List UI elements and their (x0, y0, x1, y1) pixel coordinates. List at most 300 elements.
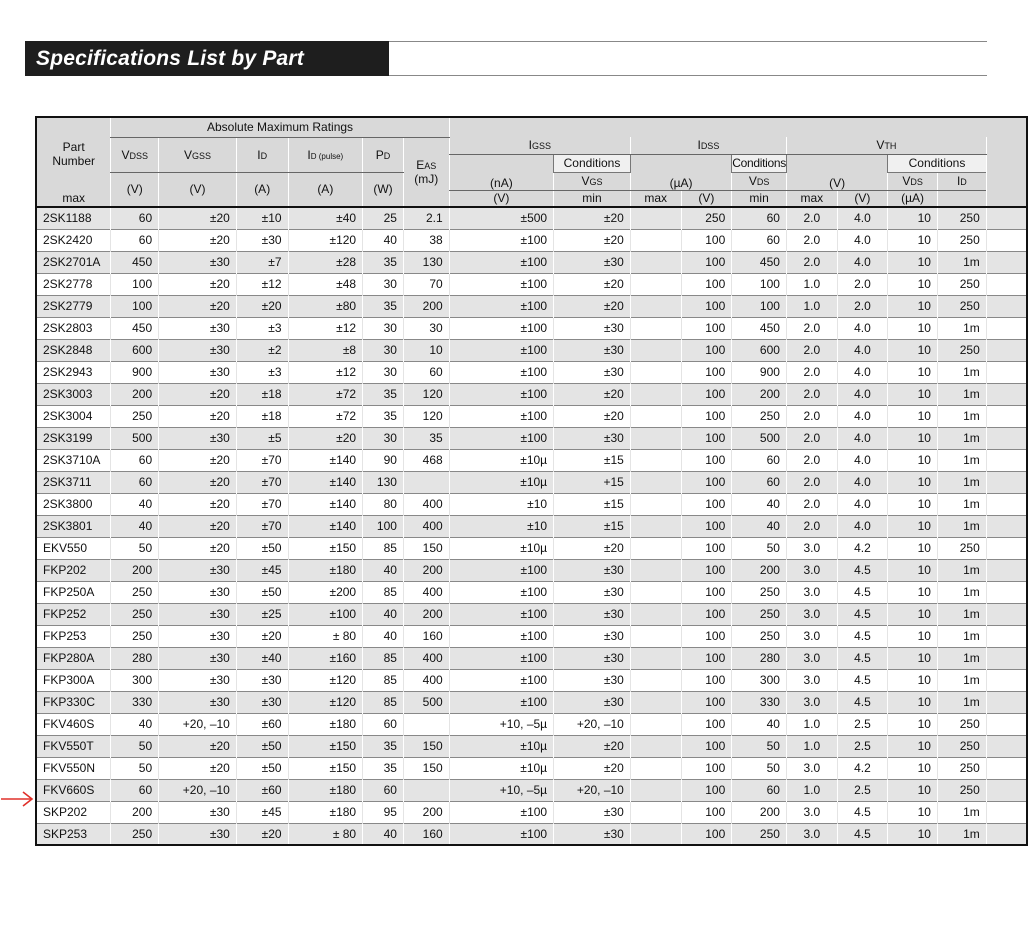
table-cell-tail (986, 229, 1027, 251)
table-cell: 1m (937, 361, 986, 383)
table-row (36, 361, 1027, 383)
table-cell: 200 (111, 801, 159, 823)
unit-id-pulse: (A) (288, 172, 363, 207)
table-cell: 600 (111, 339, 159, 361)
table-cell: 3.0 (786, 647, 837, 669)
table-cell: 330 (732, 691, 787, 713)
header-tail-unit (937, 190, 986, 207)
table-cell: 1m (937, 427, 986, 449)
table-cell: 100 (681, 493, 732, 515)
table-cell-tail (986, 779, 1027, 801)
table-cell: ±15 (554, 515, 631, 537)
part-number-cell: FKV550N (36, 757, 111, 779)
table-cell: ±20 (554, 273, 631, 295)
table-row (36, 647, 1027, 669)
table-cell: 2.0 (837, 295, 888, 317)
table-cell (630, 229, 681, 251)
table-cell: 80 (363, 493, 404, 515)
table-cell: ±70 (236, 515, 288, 537)
table-cell (630, 691, 681, 713)
table-cell: ±150 (288, 537, 363, 559)
table-cell: 1m (937, 317, 986, 339)
table-cell: ±20 (554, 735, 631, 757)
table-cell: 1.0 (786, 735, 837, 757)
table-cell: 100 (681, 713, 732, 735)
table-cell: ±30 (159, 581, 237, 603)
header-igss-blank (449, 154, 553, 172)
table-cell: 4.0 (837, 361, 888, 383)
table-cell: 4.0 (837, 471, 888, 493)
table-cell: 900 (111, 361, 159, 383)
header-id-2: ID (937, 172, 986, 190)
table-cell: 100 (111, 273, 159, 295)
table-cell: 30 (363, 339, 404, 361)
table-cell: 60 (111, 779, 159, 801)
table-cell: +10, –5µ (449, 713, 553, 735)
table-cell: ±100 (449, 405, 553, 427)
header-idss-min: min (554, 190, 631, 207)
unit-vgss: (V) (159, 172, 237, 207)
table-cell: 100 (681, 559, 732, 581)
table-cell: ±60 (236, 713, 288, 735)
unit-igss: (nA) (449, 172, 553, 190)
table-cell: ±100 (449, 559, 553, 581)
table-cell: ±30 (554, 823, 631, 845)
part-number-cell: FKP330C (36, 691, 111, 713)
table-cell: 60 (732, 449, 787, 471)
table-cell: ±50 (236, 537, 288, 559)
table-cell: ±12 (288, 361, 363, 383)
table-cell: 100 (681, 823, 732, 845)
table-cell: 60 (111, 449, 159, 471)
table-cell: 50 (732, 735, 787, 757)
table-cell: 3.0 (786, 801, 837, 823)
table-row (36, 273, 1027, 295)
table-cell: 30 (363, 427, 404, 449)
table-cell: ±20 (159, 207, 237, 229)
table-cell: 120 (403, 405, 449, 427)
table-cell: 160 (403, 823, 449, 845)
table-cell: 100 (681, 625, 732, 647)
table-cell (403, 713, 449, 735)
header-electrical (449, 117, 1027, 137)
header-idss-blank (630, 154, 731, 172)
table-cell: 100 (363, 515, 404, 537)
table-cell: 10 (888, 493, 938, 515)
table-cell: ±180 (288, 559, 363, 581)
table-cell: 100 (681, 691, 732, 713)
table-cell: 250 (937, 339, 986, 361)
table-cell: ±18 (236, 405, 288, 427)
table-cell: +20, –10 (159, 779, 237, 801)
table-cell: ±30 (159, 647, 237, 669)
table-cell-tail (986, 361, 1027, 383)
table-cell: ±200 (288, 581, 363, 603)
table-row (36, 405, 1027, 427)
part-number-cell: FKV460S (36, 713, 111, 735)
table-cell: 130 (363, 471, 404, 493)
table-cell (630, 493, 681, 515)
table-cell: 25 (363, 207, 404, 229)
table-cell: 100 (681, 295, 732, 317)
table-cell: ±30 (554, 559, 631, 581)
table-cell: ±18 (236, 383, 288, 405)
table-row (36, 449, 1027, 471)
table-cell: ±30 (554, 669, 631, 691)
table-cell: 500 (732, 427, 787, 449)
table-cell: 300 (732, 669, 787, 691)
table-cell-tail (986, 537, 1027, 559)
part-number-cell: 2SK3710A (36, 449, 111, 471)
table-cell: ±10 (236, 207, 288, 229)
table-cell: 3.0 (786, 691, 837, 713)
table-cell (630, 581, 681, 603)
table-cell: ±80 (288, 295, 363, 317)
table-cell: ±60 (236, 779, 288, 801)
table-cell: ±30 (159, 801, 237, 823)
table-cell: ±20 (159, 273, 237, 295)
table-cell: 1m (937, 515, 986, 537)
table-cell: ±50 (236, 581, 288, 603)
table-cell (630, 779, 681, 801)
table-cell: 60 (363, 779, 404, 801)
part-number-cell: 2SK3003 (36, 383, 111, 405)
table-cell: 60 (111, 229, 159, 251)
part-number-cell: 2SK2778 (36, 273, 111, 295)
table-cell: 100 (681, 647, 732, 669)
table-cell: 85 (363, 669, 404, 691)
table-cell: ±30 (159, 603, 237, 625)
part-number-cell: 2SK3801 (36, 515, 111, 537)
table-cell: 100 (681, 229, 732, 251)
table-cell: ±500 (449, 207, 553, 229)
table-cell: 1m (937, 801, 986, 823)
unit-vgs: (V) (449, 190, 553, 207)
table-cell: 4.0 (837, 493, 888, 515)
table-cell: ±72 (288, 405, 363, 427)
table-row (36, 691, 1027, 713)
table-cell: 200 (732, 801, 787, 823)
table-cell (630, 823, 681, 845)
table-cell: ±20 (159, 537, 237, 559)
table-cell: ±15 (554, 449, 631, 471)
table-cell: ±3 (236, 361, 288, 383)
header-igss-max: max (36, 190, 111, 207)
table-cell: ±30 (159, 361, 237, 383)
table-cell: 250 (111, 823, 159, 845)
table-cell: ±120 (288, 691, 363, 713)
table-cell: 35 (363, 383, 404, 405)
header-vgs: VGS (554, 172, 631, 190)
table-cell-tail (986, 207, 1027, 229)
table-cell: ±120 (288, 669, 363, 691)
table-cell: 60 (732, 471, 787, 493)
table-cell: ±20 (236, 823, 288, 845)
table-cell: 100 (681, 757, 732, 779)
table-cell: 10 (888, 823, 938, 845)
table-cell: ±180 (288, 801, 363, 823)
table-cell: 2.0 (786, 449, 837, 471)
table-cell: ±70 (236, 471, 288, 493)
table-cell: 1m (937, 603, 986, 625)
table-cell: 200 (732, 383, 787, 405)
table-cell (630, 735, 681, 757)
table-cell: 300 (111, 669, 159, 691)
table-cell: 2.0 (786, 207, 837, 229)
table-row (36, 779, 1027, 801)
table-cell: 100 (681, 251, 732, 273)
table-cell: ±20 (159, 471, 237, 493)
header-idss-max: max (630, 190, 681, 207)
table-cell: ±100 (449, 361, 553, 383)
table-cell: ±25 (236, 603, 288, 625)
table-cell: ±20 (159, 515, 237, 537)
table-cell-tail (986, 669, 1027, 691)
table-cell: 4.5 (837, 801, 888, 823)
part-number-cell: FKP202 (36, 559, 111, 581)
table-cell: 95 (363, 801, 404, 823)
table-cell: 100 (681, 537, 732, 559)
table-cell: 40 (732, 515, 787, 537)
table-row (36, 295, 1027, 317)
table-cell-tail (986, 757, 1027, 779)
table-cell-tail (986, 801, 1027, 823)
table-cell: 40 (363, 823, 404, 845)
header-blank-tail (986, 137, 1027, 207)
table-cell-tail (986, 251, 1027, 273)
table-cell: 4.0 (837, 405, 888, 427)
table-cell: ±30 (159, 823, 237, 845)
table-cell: 90 (363, 449, 404, 471)
table-cell: ±140 (288, 449, 363, 471)
table-cell: 100 (681, 581, 732, 603)
table-cell: ±30 (159, 317, 237, 339)
table-cell-tail (986, 581, 1027, 603)
table-cell: 200 (732, 559, 787, 581)
table-cell: 10 (888, 317, 938, 339)
table-cell: ±5 (236, 427, 288, 449)
table-cell: 100 (681, 317, 732, 339)
table-cell: ±72 (288, 383, 363, 405)
table-cell: ±30 (554, 339, 631, 361)
table-cell (630, 471, 681, 493)
header-part-number (36, 117, 111, 190)
table-cell: 900 (732, 361, 787, 383)
table-cell (630, 625, 681, 647)
table-cell: 35 (363, 295, 404, 317)
table-cell: 250 (111, 581, 159, 603)
table-row (36, 471, 1027, 493)
header-vth: VTH (786, 137, 986, 154)
table-cell: 10 (888, 361, 938, 383)
table-cell: ±100 (449, 691, 553, 713)
table-cell: 60 (111, 471, 159, 493)
table-cell: 10 (888, 207, 938, 229)
table-cell: ±100 (449, 273, 553, 295)
table-cell: 250 (732, 581, 787, 603)
header-idss-conditions: Conditions (732, 156, 786, 170)
table-cell: ±20 (288, 427, 363, 449)
table-cell: 3.0 (786, 581, 837, 603)
table-cell (630, 361, 681, 383)
table-cell: 2.0 (786, 405, 837, 427)
table-row (36, 735, 1027, 757)
table-cell: ±100 (449, 295, 553, 317)
table-cell: ±45 (236, 801, 288, 823)
table-cell: ±30 (159, 625, 237, 647)
part-number-cell: FKP253 (36, 625, 111, 647)
table-cell: 600 (732, 339, 787, 361)
table-cell: ±40 (288, 207, 363, 229)
table-cell: 4.5 (837, 823, 888, 845)
table-cell: 1m (937, 493, 986, 515)
header-igss: IGSS (449, 137, 630, 154)
table-cell: 3.0 (786, 625, 837, 647)
header-id: ID (236, 137, 288, 172)
table-cell: 1.0 (786, 779, 837, 801)
table-cell: 85 (363, 647, 404, 669)
table-cell: 1.0 (786, 295, 837, 317)
table-cell: ±100 (449, 251, 553, 273)
part-number-cell: 2SK3711 (36, 471, 111, 493)
table-cell: ±20 (159, 735, 237, 757)
part-number-cell: 2SK2848 (36, 339, 111, 361)
table-row (36, 515, 1027, 537)
table-cell (630, 669, 681, 691)
table-cell: 10 (888, 779, 938, 801)
table-cell: 2.0 (786, 361, 837, 383)
table-cell: 2.0 (786, 229, 837, 251)
header-idss: IDSS (630, 137, 786, 154)
table-cell: 200 (403, 801, 449, 823)
table-cell (630, 427, 681, 449)
table-cell: 1m (937, 823, 986, 845)
table-cell: 250 (937, 207, 986, 229)
table-cell: ±100 (449, 339, 553, 361)
table-cell: 100 (732, 295, 787, 317)
table-cell (630, 207, 681, 229)
table-cell: 10 (888, 669, 938, 691)
table-cell: ±100 (449, 229, 553, 251)
table-cell: 4.0 (837, 251, 888, 273)
table-cell: ±8 (288, 339, 363, 361)
table-cell: ±10µ (449, 735, 553, 757)
table-cell-tail (986, 559, 1027, 581)
table-cell: 40 (363, 229, 404, 251)
table-cell: 400 (403, 515, 449, 537)
table-cell: ±30 (236, 229, 288, 251)
table-cell: ±30 (554, 647, 631, 669)
table-cell: 10 (888, 471, 938, 493)
table-cell (630, 713, 681, 735)
table-cell: ±20 (236, 295, 288, 317)
table-cell: ±45 (236, 559, 288, 581)
table-cell: 1m (937, 471, 986, 493)
part-number-cell: 2SK2420 (36, 229, 111, 251)
table-cell: ±100 (449, 427, 553, 449)
table-row (36, 559, 1027, 581)
table-cell: ±30 (554, 625, 631, 647)
table-cell: 40 (732, 493, 787, 515)
table-cell: 200 (403, 295, 449, 317)
table-cell: 4.0 (837, 449, 888, 471)
table-cell: 160 (403, 625, 449, 647)
table-cell: 10 (888, 383, 938, 405)
table-cell: 38 (403, 229, 449, 251)
table-row (36, 537, 1027, 559)
table-cell (630, 801, 681, 823)
table-cell: 3.0 (786, 537, 837, 559)
unit-vds-2: (V) (837, 190, 888, 207)
table-cell: 1m (937, 449, 986, 471)
table-cell: 2.0 (786, 383, 837, 405)
table-cell: 200 (111, 383, 159, 405)
table-cell: 10 (888, 801, 938, 823)
table-cell: 40 (363, 603, 404, 625)
table-cell: 2.0 (786, 339, 837, 361)
table-cell: 4.5 (837, 603, 888, 625)
table-cell: ±30 (159, 559, 237, 581)
part-number-cell: 2SK2779 (36, 295, 111, 317)
table-cell: 50 (111, 537, 159, 559)
table-row (36, 669, 1027, 691)
table-cell: 60 (732, 779, 787, 801)
table-cell: 2.0 (786, 493, 837, 515)
part-number-cell: 2SK3004 (36, 405, 111, 427)
table-cell: 1m (937, 251, 986, 273)
table-cell-tail (986, 295, 1027, 317)
table-cell: 100 (681, 427, 732, 449)
table-cell: 100 (681, 779, 732, 801)
table-cell: ±28 (288, 251, 363, 273)
table-cell: ±150 (288, 735, 363, 757)
unit-id-2: (µA) (888, 190, 938, 207)
table-cell: ±20 (159, 383, 237, 405)
table-row (36, 383, 1027, 405)
table-cell: ±20 (159, 493, 237, 515)
table-cell: 100 (681, 339, 732, 361)
table-cell: 4.2 (837, 537, 888, 559)
table-cell: 2.5 (837, 713, 888, 735)
table-cell: 10 (888, 251, 938, 273)
table-cell: 10 (888, 735, 938, 757)
table-row (36, 625, 1027, 647)
table-cell: ±30 (554, 691, 631, 713)
table-cell: ±30 (236, 669, 288, 691)
table-cell: ±70 (236, 493, 288, 515)
table-cell: 4.0 (837, 383, 888, 405)
table-cell: 40 (111, 713, 159, 735)
table-cell: ±140 (288, 493, 363, 515)
table-cell (630, 515, 681, 537)
table-cell: ±2 (236, 339, 288, 361)
part-number-cell: 2SK3199 (36, 427, 111, 449)
table-cell-tail (986, 339, 1027, 361)
table-cell: 500 (111, 427, 159, 449)
table-cell: 250 (937, 713, 986, 735)
table-cell: 450 (732, 317, 787, 339)
table-cell: 100 (681, 801, 732, 823)
table-cell: 10 (888, 581, 938, 603)
table-cell: ±100 (449, 625, 553, 647)
table-cell: 60 (111, 207, 159, 229)
table-cell: 250 (732, 405, 787, 427)
table-cell: 100 (681, 405, 732, 427)
table-cell: 10 (888, 625, 938, 647)
table-cell: ±100 (449, 603, 553, 625)
table-cell: 3.0 (786, 669, 837, 691)
table-cell: ±30 (159, 669, 237, 691)
